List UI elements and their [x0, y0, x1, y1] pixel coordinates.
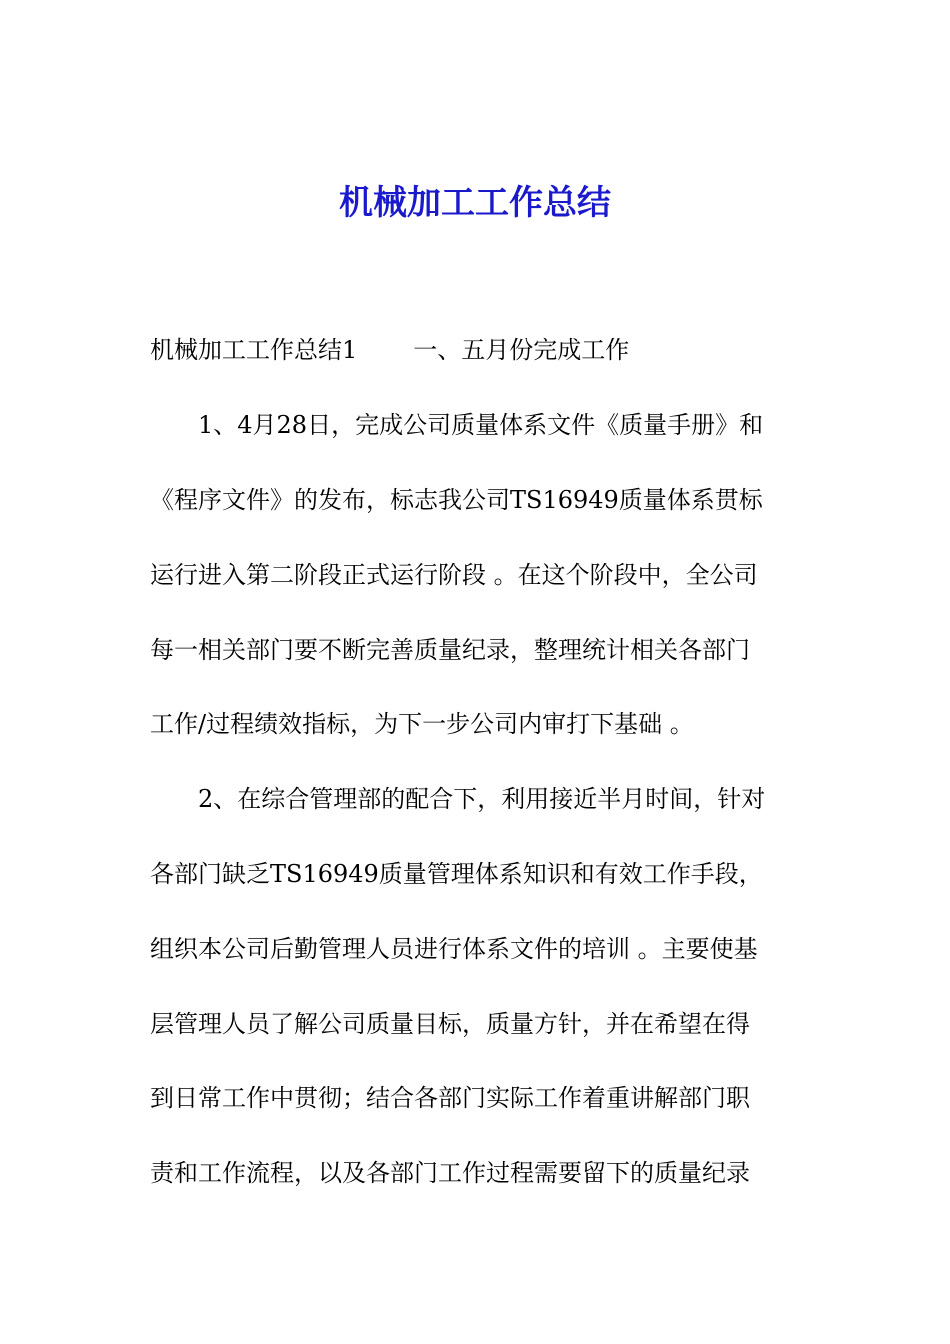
- body-line: 1、4月28日，完成公司质量体系文件《质量手册》和: [198, 411, 764, 439]
- body-line: 责和工作流程，以及各部门工作过程需要留下的质量纪录: [150, 1159, 750, 1187]
- section-heading-line: [150, 333, 629, 367]
- body-line: 每一相关部门要不断完善质量纪录，整理统计相关各部门: [150, 636, 750, 664]
- body-line: 组织本公司后勤管理人员进行体系文件的培训 。主要使基: [150, 935, 758, 963]
- body-line: 层管理人员了解公司质量目标，质量方针，并在希望在得: [150, 1010, 750, 1038]
- body-line: 2、在综合管理部的配合下，利用接近半月时间，针对: [198, 785, 766, 813]
- document-title: 机械加工工作总结: [339, 183, 611, 223]
- body-line: 《程序文件》的发布，标志我公司TS16949质量体系贯标: [150, 486, 763, 514]
- section-heading-left: 机械加工工作总结1: [150, 336, 358, 364]
- section-heading-right: 一、五月份完成工作: [413, 336, 630, 364]
- body-line: 工作/过程绩效指标，为下一步公司内审打下基础 。: [150, 710, 694, 738]
- body-line: 到日常工作中贯彻；结合各部门实际工作着重讲解部门职: [150, 1084, 750, 1112]
- body-line: 各部门缺乏TS16949质量管理体系知识和有效工作手段，: [150, 860, 763, 888]
- body-line: 运行进入第二阶段正式运行阶段 。在这个阶段中，全公司: [150, 561, 758, 589]
